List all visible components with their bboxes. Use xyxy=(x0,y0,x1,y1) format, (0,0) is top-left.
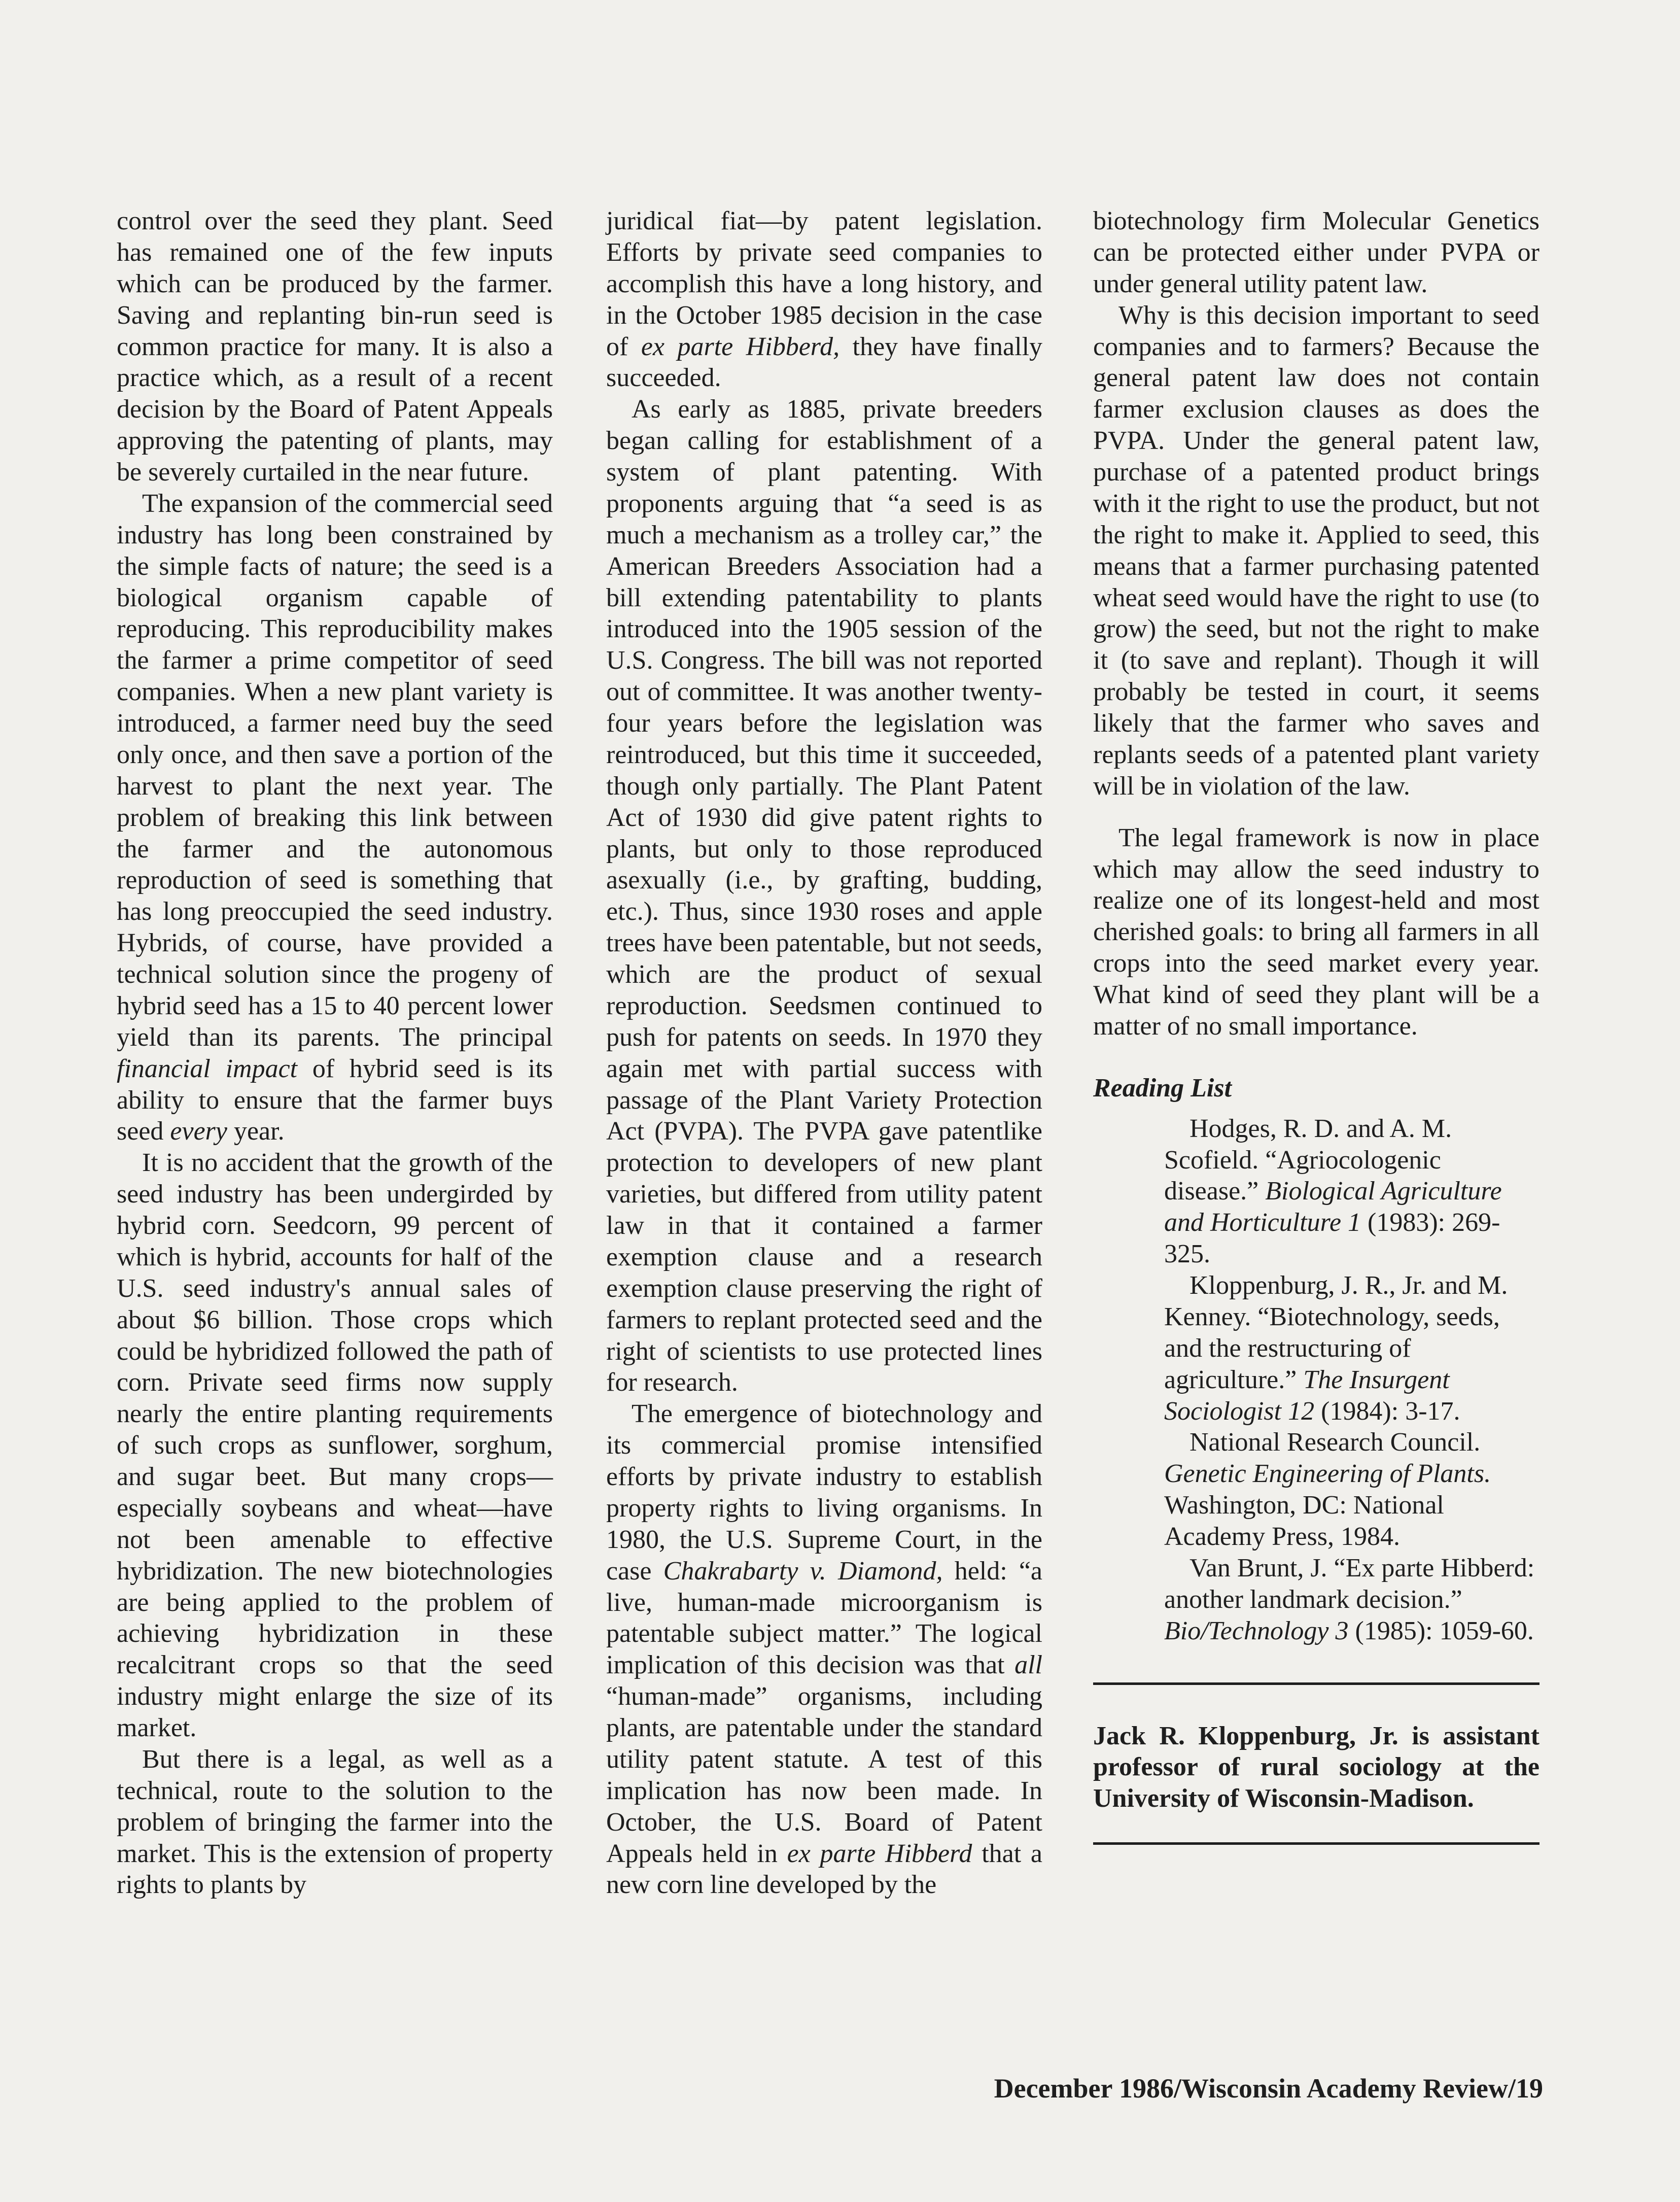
paragraph: The emergence of biotechnology and its commercial promise intensified efforts by private industry to establish property rights to living organisms. In 1980, the U.S. Supreme Court, in the case Chakrabarty v. Diamond, held: “a live, human-made microorganism is patentable subject matter.” The logical implication of this decision was that all “human-made” organisms, including plants, are patentable under the standard utility patent statute. A test of this implication has now been made. In October, the U.S. Board of Patent Appeals held in ex parte Hibberd that a new corn line developed by the xyxy=(606,1399,1043,1900)
paragraph: control over the seed they plant. Seed has remained one of the few inputs which can be produced by the farmer. Saving and replanting bin-run seed is common practice for many. It is also a practice which, as a result of a recent decision by the Board of Patent Appeals approving the patenting of plants, may be severely curtailed in the near future. xyxy=(117,207,553,487)
reference: Kloppenburg, J. R., Jr. and M. Kenney. “Biotechnology, seeds, and the restructuring of agriculture.” The Insurgent Sociologist 12 (1984): 3-17. xyxy=(1164,1271,1508,1426)
reference: National Research Council. Genetic Engineering of Plants. Washington, DC: National Academy Press, 1984. xyxy=(1164,1428,1491,1551)
paragraph: The expansion of the commercial seed industry has long been constrained by the simple facts of nature; the seed is a biological organism capable of reproducing. This reproducibility makes the farmer a prime competitor of seed companies. When a new plant variety is introduced, a farmer need buy the seed only once, and then save a portion of the harvest to plant the next year. The problem of breaking this link between the farmer and the autonomous reproduction of seed is something that has long preoccupied the seed industry. Hybrids, of course, have provided a technical solution since the progeny of hybrid seed has a 15 to 40 percent lower yield than its parents. The principal financial impact of hybrid seed is its ability to ensure that the farmer buys seed every year. xyxy=(117,489,553,1146)
paragraph: As early as 1885, private breeders began calling for establishment of a system of plant patenting. With proponents arguing that “a seed is as much a mechanism as a trolley car,” the American Breeders Association had a bill extending patentability to plants introduced into the 1905 session of the U.S. Congress. The bill was not reported out of committee. It was another twenty-four years before the legislation was reintroduced, but this time it succeeded, though only partially. The Plant Patent Act of 1930 did give patent rights to plants, but only to those reproduced asexually (i.e., by grafting, budding, etc.). Thus, since 1930 roses and apple trees have been patentable, but not seeds, which are the product of sexual reproduction. Seedsmen continued to push for patents on seeds. In 1970 they again met with partial success with passage of the Plant Variety Protection Act (PVPA). The PVPA gave patentlike protection to developers of new plant varieties, but differed from utility patent law in that it contained a farmer exemption clause and a research exemption clause preserving the right of farmers to replant protected seed and the right of scientists to use protected lines for research. xyxy=(606,395,1042,1397)
author-bio: Jack R. Kloppenburg, Jr. is assistant professor of rural sociology at the University of Wisconsin-Madison. xyxy=(1093,1721,1539,1813)
paragraph: juridical fiat—by patent legislation. Efforts by private seed companies to accomplish this have a long history, and in the October 1985 decision in the case of ex parte Hibberd, they have finally succeeded. xyxy=(606,207,1043,393)
reference: Hodges, R. D. and A. M. Scofield. “Agriocologenic disease.” Biological Agriculture and Horticulture 1 (1983): 269-325. xyxy=(1164,1114,1502,1269)
paragraph: It is no accident that the growth of the seed industry has been undergirded by hybrid corn. Seedcorn, 99 percent of which is hybrid, accounts for half of the U.S. seed industry's annual sales of about $6 billion. Those crops which could be hybridized followed the path of corn. Private seed firms now supply nearly the entire planting requirements of such crops as sunflower, sorghum, and sugar beet. But many crops—especially soybeans and wheat—have not been amenable to effective hybridization. The new biotechnologies are being applied to the problem of achieving hybridization in these recalcitrant crops so that the seed industry might enlarge the size of its market. xyxy=(117,1148,553,1742)
divider xyxy=(1093,1842,1539,1845)
column-3 xyxy=(1093,205,1539,1845)
reading-list-title: Reading List xyxy=(1093,1073,1232,1103)
paragraph: biotechnology firm Molecular Genetics can be protected either under PVPA or under general utility patent law. xyxy=(1093,207,1539,298)
paragraph: Why is this decision important to seed companies and to farmers? Because the general patent law does not contain farmer exclusion clauses as does the PVPA. Under the general patent law, purchase of a patented product brings with it the right to use the product, but not the right to make it. Applied to seed, this means that a farmer purchasing patented wheat seed would have the right to use (to grow) the seed, but not the right to make it (to save and replant). Though it will probably be tested in court, it seems likely that the farmer who saves and replants seeds of a patented plant variety will be in violation of the law. xyxy=(1093,300,1539,801)
column-1 xyxy=(117,205,553,1901)
paragraph: The legal framework is now in place which may allow the seed industry to realize one of its longest-held and most cherished goals: to bring all farmers in all crops into the seed market every year. What kind of seed they plant will be a matter of no small importance. xyxy=(1093,823,1539,1041)
reference: Van Brunt, J. “Ex parte Hibberd: another landmark decision.” Bio/Technology 3 (1985): 1059-60. xyxy=(1164,1553,1535,1645)
paragraph: But there is a legal, as well as a technical, route to the solution to the problem of bringing the farmer into the market. This is the extension of property rights to plants by xyxy=(117,1744,553,1900)
divider xyxy=(1093,1682,1539,1685)
page-footer: December 1986/Wisconsin Academy Review/19 xyxy=(994,2073,1543,2104)
column-2 xyxy=(606,205,1042,1901)
